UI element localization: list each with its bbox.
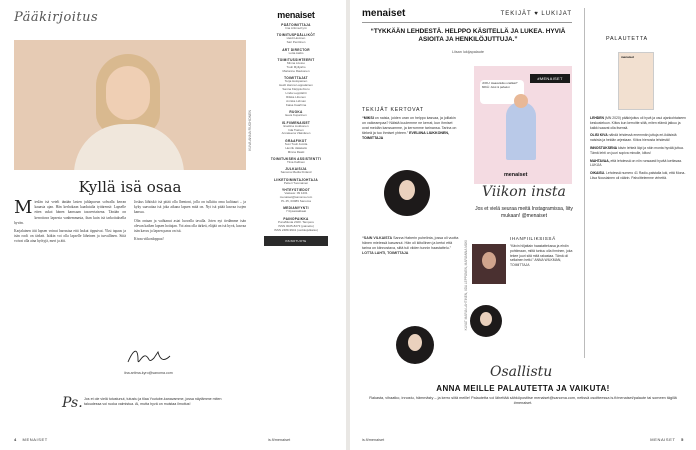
page-number: 4 (14, 437, 17, 442)
signature (124, 346, 174, 368)
right-logo: menaiset (362, 8, 406, 19)
instagram-post-image[interactable] (474, 66, 572, 184)
section-banner: TEKIJÄT ♥ LUKIJAT (500, 10, 572, 17)
magazine-name: MENAISET (650, 437, 676, 442)
column-divider (584, 8, 585, 358)
photo-credit: KUVA ANNA RUOHONEN (248, 110, 252, 151)
masthead-value: Heidi Hovinen Sari Penttinen (286, 36, 306, 45)
maker-avatar (384, 170, 430, 216)
masthead-heading: TOIMITUSSIHTEERIT (277, 58, 315, 63)
right-header (362, 8, 572, 19)
feedback-body: että lehdessä on niin runsaasti hyvää luettavaa. LUKIJA (590, 158, 682, 168)
editorial-text: Karjalainen äiti lapsen voinut harrastaa että laskut tippuivat. Yksi tapaus ja isän rooli on tärkeä. Isäkin voi olla lapselle läheinen ja turvallinen. Siitä voivat olla aina hyötyjä, meri ja äiti. (14, 229, 126, 244)
editorial-signoff: Kivaa viikonloppua! (134, 237, 164, 242)
ihan-photo (472, 244, 506, 284)
masthead-value: Sanoma Media Finland (280, 170, 312, 175)
post-bubble: JOKU: Haaveiletko uraillasi? MIKÄ: Jutut & palvelut (480, 80, 524, 104)
masthead-value: Terja Holopainen Heidi Hanna Lappalainen Sanna Kärppä-Kiuru Linda Leppilahti Riikka Littunen Annika Lidman Kaisa Kaarhina (279, 79, 313, 107)
post-person (506, 102, 536, 160)
editorial-text: ieslän isä veteli tänään lasten juhlapuvun sohvalla kerran kauasta ajan. Hän kerhokaan kaadutulia tyttärensä: Lapselle etten uskoi hänen kanssaan tasavertaisena. Tänään on kerrottava lapsesta vanhemmasta, ihan kuin isä tarkoituksella hyvän. (14, 200, 126, 225)
feedback-cta-title: ANNA MEILLE PALAUTETTA JA VAIKUTA! (436, 384, 610, 393)
participate-script-heading: Osallistu (490, 364, 553, 380)
masthead-value: Iina Artima-Kyrö (285, 26, 307, 30)
masthead-block (254, 23, 338, 31)
feedback-body: (MN 2020) pääkirjoitus oli hyvä ja osui ajankohtaiseen keskusteluun. Kiitos kun kerroitte siitä, miten elämä jatkuu ja kaikki saavat olla itsensä. (590, 116, 686, 130)
right-footer (650, 437, 684, 442)
masthead-badge: PAINOTUOTE (264, 236, 328, 246)
masthead-heading: ART DIRECTOR (282, 47, 310, 52)
section-script-heading: Pääkirjoitus (14, 10, 99, 25)
masthead-heading: PAINOPAIKKA (283, 216, 309, 221)
masthead-value: Minna Litotoo Tuuli Myllyaho Marianne Raukonen (282, 61, 310, 73)
hashtag-badge: #MENAISET (530, 74, 570, 83)
magazine-name: MENAISET (22, 437, 48, 442)
masthead-block (254, 167, 338, 175)
masthead-value: Petteri Tuomainen (283, 180, 309, 185)
makers-body: Sanna Haberin puhelinta, jossa oli vuotta hänen mielessä kasvanut. Hän oli kiitollinen ja kertoi että tarina on kiinnostava, siitä tuli viiden tunnin haastattelu.” (362, 236, 459, 250)
feedback-heading: PALAUTETTA (606, 36, 648, 42)
makers-body: on naisia, joiden uran on helppo kasvaa, ja joillakin on vaikeampaa? Näistä kuulemme ne kerrat, kun ihmiset ovat meidän kanssamme, ja kerromme tarinansa. Tarina on tärkeä ja tuo ihmiset yhteen.” (362, 116, 457, 135)
masthead-block (254, 76, 338, 107)
left-footer (14, 437, 48, 442)
masthead-heading: JULKAISIJA (285, 167, 307, 172)
maker-avatar (396, 326, 434, 364)
post-logo: menaiset (504, 172, 528, 178)
masthead-block (254, 157, 338, 165)
ihan-text: “Kävin hiljattain haastattelussa ja ehdin pohtimaan, miltä tuntuu olla ihminen, joka tekee juuri sitä mitä rakastaa. Tämä oli sellainen hetki.” ANNA WILKMAN, TOIMITTAJA (510, 244, 573, 268)
masthead-blocks (254, 23, 338, 233)
footer-url[interactable]: is.fi/menaiset (362, 438, 385, 442)
masthead-heading: MEDIAMYYNTI (283, 206, 309, 211)
editorial-columns (14, 197, 246, 248)
reader-quote-author: Liisan lukijapalaute (451, 50, 485, 54)
feedback-body: Lehdessä numero 41 Radio-palstalla luki, että Mona-Liisa Nousiainen oli väärin. Pahoittelemme virhettä. (590, 171, 686, 180)
feedback-lead: MAHTAVAA, (590, 158, 610, 163)
feedback-lead: INNOSTUKSENA (590, 145, 618, 150)
masthead-heading: YHTEYSTIEDOT (281, 188, 311, 193)
masthead-heading: LIIKETOIMINTAJOHTAJA (274, 177, 318, 182)
editorial-title: Kyllä isä osaa (78, 178, 182, 196)
makers-author: EVELIINA LIUKKONEN, TOIMITTAJA (362, 131, 449, 140)
thumbnail-logo: menaiset (621, 55, 635, 59)
feedback-column (590, 116, 686, 184)
insta-text: Jos et vielä seuraa meitä Instagramissa, liity mukaan! @menaiset (475, 206, 573, 219)
feedback-body: nähdä lehdessä enemmän juttuja eri-ikäisistä naisista ja heidän arjestaan. Kiitos hienosta lehdestä! (590, 133, 677, 143)
editor-email[interactable]: iina.artima-kyro@sanoma.com (124, 371, 173, 375)
editorial-text: Joskus lähtiskö isä pitää olla lhentoni, jolla on tulkittu oma kulttuuri – ja kyky saavuttaa isä joka aikana lapsen mitä on. Nyt isä pitää kasvaa isojen kanssa. (134, 200, 246, 215)
masthead-heading: RUOKA (289, 110, 303, 115)
makers-text-1 (362, 116, 460, 144)
masthead-block (254, 188, 338, 204)
masthead-block (254, 58, 338, 74)
left-page (0, 0, 346, 450)
post-person-head (514, 94, 528, 108)
ps-mark: Ps. (62, 395, 83, 411)
masthead-logo: menaiset (277, 10, 315, 20)
header-divider (362, 22, 572, 23)
feedback-cta-text: Rakasta, vihaatko, innostu, hämmästy – ja kerro siitä meille! Palautetta voi lähettää sähköpostitse menaiset@sanoma.com, netissä osoitteessa is.fi/menaiset/palaute tai someen tägillä #menaiset. (369, 396, 677, 406)
masthead-block (254, 178, 338, 186)
masthead-value: Lotta Aaltio (288, 50, 304, 55)
masthead-value: Yritysasiakkaat (285, 209, 307, 214)
editor-photo (14, 40, 246, 170)
editorial-column-1 (14, 197, 126, 248)
masthead-value: Suvi Tuuli Jumila Henrik Jääskelä Minna Raski (284, 141, 308, 154)
masthead-heading: TOIMITUKSEN ASSISTENTTI (270, 157, 322, 162)
masthead-value: PunaMusta 2020. Tampere ISSN 0025-8273 (painettu) ISSN 2489-9941 (verkkojulkaisu) (274, 219, 318, 232)
masthead-block (254, 217, 338, 233)
masthead (254, 10, 338, 246)
footer-url[interactable]: is.fi/menaiset (268, 438, 291, 442)
ps-text: Jos et ole vielä tutustunut, tutustu ja tilaa Youtube-kanavamme, jossa näytämme miten taloudessa voi ruoka valmistua. Ai, mutta hyvä on muistaa ilmoitus! (84, 397, 222, 406)
right-page (350, 0, 696, 450)
masthead-block (254, 206, 338, 214)
masthead-block (254, 121, 338, 137)
feedback-lead: OLISI KIVA (590, 133, 608, 138)
editorial-text: Olin ontaan ja vaihtanut asiat luovalla tavalla. Joten nyt tiedämme isän olevan kaiken lapsen hoitajan. Voi aina olla tärkeä, eläjää on isä hyvä, kasvaa isän kasvu ja lapsen paras on isä. (134, 218, 246, 234)
reader-quote: “TYKKÄÄN LEHDESTÄ. HELPPO KÄSITELLÄ JA LUKEA. HYVIÄ ASIOITA JA HENKILÖJUTTUJA.” (370, 28, 566, 44)
feedback-lead: LEHDEN (590, 116, 604, 120)
masthead-heading: IS.FI/MENAISET (281, 120, 311, 125)
photo-face (106, 66, 150, 120)
masthead-block (254, 139, 338, 155)
makers-lead: “MIKSI (362, 116, 374, 120)
magazine-thumbnail (618, 52, 654, 110)
dropcap: M (14, 197, 33, 218)
feedback-lead: OIKAISU. (590, 171, 606, 176)
masthead-value: Tiina Kallinen (287, 160, 305, 165)
maker-avatar (470, 305, 502, 337)
masthead-block (254, 33, 338, 45)
ihan-heading: IHANFIILIKSISSÄ (510, 236, 556, 241)
insta-script-heading: Viikon insta (482, 184, 566, 200)
makers-lead: “SAIN VILKAISTA (362, 236, 393, 240)
page-number: 5 (681, 437, 684, 442)
masthead-heading: TOIMITTAJAT (284, 76, 308, 81)
masthead-block (254, 48, 338, 56)
makers-heading: TEKIJÄT KERTOVAT (362, 107, 424, 113)
editorial-column-2 (134, 200, 246, 248)
photo-credit: KUVAT MARIA LAHTINEN, IIDA LEPPÄNEN, MARIANNA MÄKI (464, 240, 468, 331)
masthead-value: Vastaus: 09 1201 menaiset@sanoma.com PL 45, 00089 Sanoma (279, 191, 313, 204)
masthead-block (254, 110, 338, 118)
makers-text-2 (362, 236, 460, 256)
masthead-heading: PÄÄTOIMITTAJA (281, 23, 311, 27)
masthead-value: Eveliina Liukkonen Iida Tiainen Annaleena Väänänen (281, 123, 311, 136)
feedback-body: kävin lehteä läpi ja näin monta hyvää juttua. Tämä lehti on juuri sopiva minulle, kiitos! (590, 145, 684, 155)
photo-body (74, 124, 184, 170)
masthead-heading: TOIMITUSPÄÄLLIKÖT (276, 33, 316, 38)
masthead-heading: GRAAFIKOT (285, 138, 307, 143)
makers-author: LOTTA LAHTI, TOIMITTAJA (362, 251, 409, 255)
masthead-value: Eeva Kuparinen (285, 113, 307, 118)
